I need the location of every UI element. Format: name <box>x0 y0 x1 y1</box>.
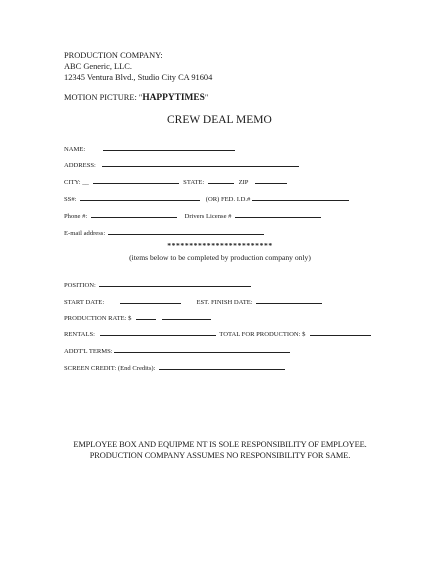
ss-field[interactable] <box>80 193 200 201</box>
screen-credit-row <box>64 362 285 372</box>
star-separator: ************************ <box>167 241 273 250</box>
address-label: ADDRESS: <box>64 162 96 169</box>
dates-row <box>64 296 322 306</box>
fed-id-field[interactable] <box>252 193 349 201</box>
production-rate-period-field[interactable] <box>162 312 211 320</box>
total-production-field[interactable] <box>310 328 371 336</box>
phone-license-row <box>64 210 321 220</box>
addtl-terms-field[interactable] <box>114 345 290 353</box>
position-label: POSITION: <box>64 282 96 289</box>
ss-label: SS#: <box>64 196 77 203</box>
address-field[interactable] <box>102 159 299 167</box>
addtl-terms-row <box>64 345 290 355</box>
name-label: NAME: <box>64 146 86 153</box>
position-row <box>64 279 251 289</box>
screen-credit-field[interactable] <box>159 362 285 370</box>
rentals-field[interactable] <box>100 328 216 336</box>
company-name: ABC Generic, LLC. <box>64 62 132 71</box>
company-address: 12345 Ventura Blvd., Studio City CA 91604 <box>64 73 213 82</box>
motion-picture-close-quote: " <box>204 93 209 102</box>
memo-title: CREW DEAL MEMO <box>167 114 272 126</box>
production-rate-row <box>64 312 211 322</box>
drivers-license-label: Drivers License # <box>184 213 232 220</box>
motion-picture-title: HAPPYTIMES <box>142 93 205 103</box>
drivers-license-field[interactable] <box>235 210 321 218</box>
position-field[interactable] <box>99 279 251 287</box>
name-row <box>64 143 235 153</box>
production-rate-field[interactable] <box>136 312 156 320</box>
zip-label: ZIP <box>238 179 249 186</box>
est-finish-date-field[interactable] <box>256 296 322 304</box>
screen-credit-label: SCREEN CREDIT: (End Credits): <box>64 365 156 372</box>
motion-picture-label: MOTION PICTURE: " <box>64 93 143 102</box>
city-state-zip-row <box>64 176 287 186</box>
city-label: CITY: __ <box>64 179 89 186</box>
name-field[interactable] <box>103 143 235 151</box>
phone-field[interactable] <box>91 210 177 218</box>
start-date-field[interactable] <box>120 296 181 304</box>
email-row <box>64 227 264 237</box>
zip-field[interactable] <box>255 176 287 184</box>
motion-picture-line <box>64 92 208 104</box>
footer-line-1: EMPLOYEE BOX AND EQUIPME NT IS SOLE RESPONSIBILITY OF EMPLOYEE. <box>73 440 367 449</box>
footer-line-2: PRODUCTION COMPANY ASSUMES NO RESPONSIBILITY FOR SAME. <box>89 451 351 460</box>
ss-fed-row <box>64 193 349 203</box>
phone-label: Phone #: <box>64 213 88 220</box>
rentals-label: RENTALS: <box>64 331 95 338</box>
rentals-row <box>64 328 371 338</box>
company-heading: PRODUCTION COMPANY: <box>64 51 163 60</box>
est-finish-date-label: EST. FINISH DATE: <box>196 299 253 306</box>
email-field[interactable] <box>108 227 264 235</box>
addtl-terms-label: ADDT'L TERMS: <box>64 348 113 355</box>
total-production-label: TOTAL FOR PRODUCTION: $ <box>219 331 306 338</box>
address-row <box>64 159 299 169</box>
start-date-label: START DATE: <box>64 299 105 306</box>
company-only-note: (items below to be completed by production company only) <box>129 253 311 262</box>
production-rate-label: PRODUCTION RATE: $ <box>64 315 132 322</box>
city-field[interactable] <box>93 176 179 184</box>
state-label: STATE: <box>183 179 205 186</box>
state-field[interactable] <box>208 176 234 184</box>
email-label: E-mail address: <box>64 230 106 237</box>
fed-id-label: (OR) FED. I.D.# <box>205 196 251 203</box>
